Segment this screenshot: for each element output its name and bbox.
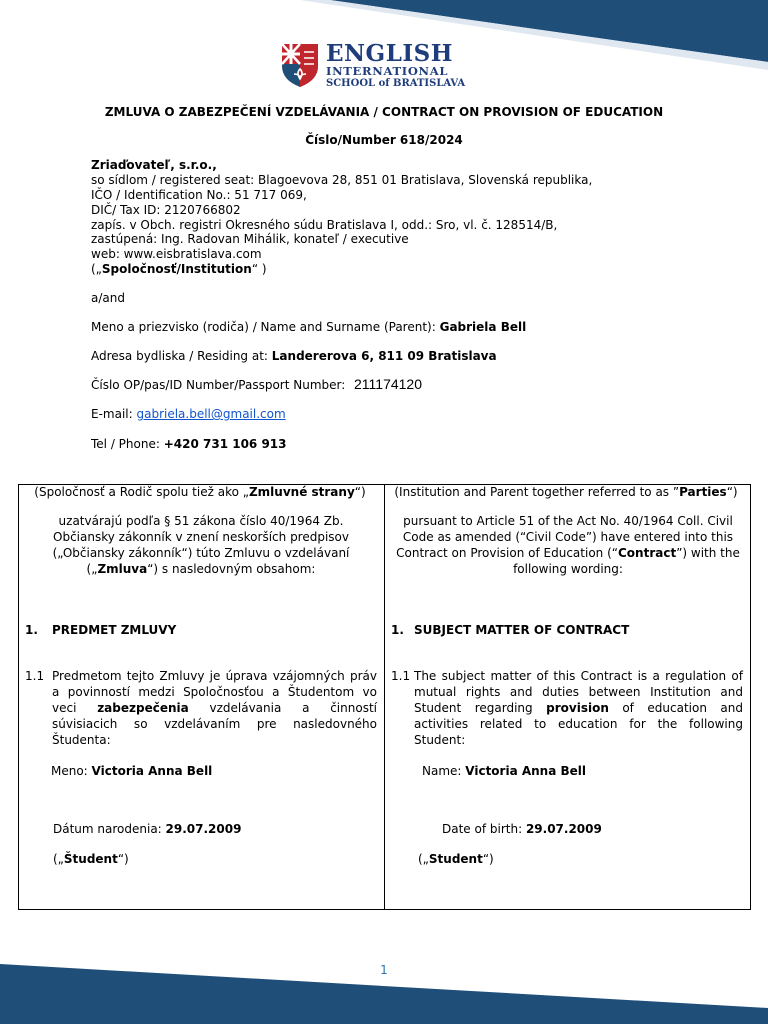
company-registry: zapís. v Obch. registri Okresného súdu Bratislava I, odd.: Sro, vl. č. 128514/B, <box>91 218 558 232</box>
right-intro-2: ”) with the following wording: <box>513 546 740 576</box>
right-student-bold: Student <box>428 852 483 866</box>
left-intro-2: “) s nasledovným obsahom: <box>147 562 316 576</box>
alias-close: “ ) <box>251 262 267 276</box>
left-parties-bold: Zmluvné strany <box>248 485 355 499</box>
right-name-label: Name: <box>422 764 466 778</box>
logo-line-school: SCHOOL of BRATISLAVA <box>326 77 466 89</box>
left-intro <box>30 513 372 577</box>
right-student-dob <box>442 821 602 837</box>
table-column-divider <box>384 484 385 910</box>
left-intro-1: uzatvárajú podľa § 51 zákona číslo 40/1964 Zb. Občiansky zákonník v znení neskorších predpisov („Občiansky zákonník“) túto Zmluvu o vzdelávaní („ <box>52 514 350 576</box>
crest-icon <box>280 42 320 88</box>
left-student-close: “) <box>117 852 129 866</box>
company-web: web: www.eisbratislava.com <box>91 247 262 261</box>
left-clause-2: vzdelávania a činností súvisiacich so vzdelávaním pre nasledovného Študenta: <box>52 701 377 747</box>
left-section-title: PREDMET ZMLUVY <box>52 623 177 637</box>
company-seat: so sídlom / registered seat: Blagoevova 28, 851 01 Bratislava, Slovenská republika, <box>91 173 593 187</box>
parent-name-value: Gabriela Bell <box>439 320 527 334</box>
parent-id-label: Číslo OP/pas/ID Number/Passport Number: <box>91 378 346 392</box>
left-dob-value: 29.07.2009 <box>165 822 242 836</box>
right-student-alias <box>418 851 494 867</box>
right-intro <box>390 513 746 577</box>
left-clause <box>52 668 377 748</box>
conjunction: a/and <box>91 291 125 305</box>
right-dob-value: 29.07.2009 <box>525 822 602 836</box>
company-name: Zriaďovateľ, s.r.o., <box>91 158 217 172</box>
left-student-bold: Študent <box>63 852 118 866</box>
parent-address-label: Adresa bydliska / Residing at: <box>91 349 272 363</box>
company-ico: IČO / Identification No.: 51 717 069, <box>91 188 307 202</box>
left-section-number: 1. <box>25 623 38 637</box>
left-name-value: Victoria Anna Bell <box>91 764 213 778</box>
left-clause-number: 1.1 <box>25 669 45 683</box>
parent-id-row <box>91 378 345 393</box>
right-student-name <box>422 763 586 779</box>
right-intro-bold: Contract <box>617 546 677 560</box>
page-number: 1 <box>380 963 388 977</box>
company-dic: DIČ/ Tax ID: 2120766802 <box>91 203 241 217</box>
right-parties <box>390 484 742 500</box>
company-alias <box>91 262 267 277</box>
right-parties-pre: (Institution and Parent together referred to as ” <box>394 485 680 499</box>
contract-number: Číslo/Number 618/2024 <box>305 133 463 147</box>
parent-id-value: 211174120 <box>354 376 422 392</box>
parent-phone-value: +420 731 106 913 <box>163 437 287 451</box>
left-parties-post: “) <box>354 485 366 499</box>
document-title: ZMLUVA O ZABEZPEČENÍ VZDELÁVANIA / CONTRACT ON PROVISION OF EDUCATION <box>104 105 664 119</box>
right-parties-post: “) <box>726 485 738 499</box>
left-dob-label: Dátum narodenia: <box>53 822 166 836</box>
left-parties-pre: (Spoločnosť a Rodič spolu tiež ako „ <box>34 485 249 499</box>
school-logo <box>280 42 465 89</box>
logo-line-international: INTERNATIONAL <box>326 64 449 78</box>
right-clause-bold: provision <box>546 701 609 715</box>
left-parties <box>24 484 376 500</box>
alias-bold: Spoločnosť/Institution <box>101 262 252 276</box>
right-parties-bold: Parties <box>679 485 727 499</box>
right-section-title: SUBJECT MATTER OF CONTRACT <box>414 623 630 637</box>
right-clause <box>414 668 743 748</box>
parent-email-link[interactable]: gabriela.bell@gmail.com <box>136 407 286 421</box>
left-clause-bold: zabezpečenia <box>97 701 189 715</box>
parent-phone-label: Tel / Phone: <box>91 437 164 451</box>
left-student-dob <box>53 821 241 837</box>
right-clause-2: of education and activities related to education for the following Student: <box>414 701 743 747</box>
parent-address-value: Landererova 6, 811 09 Bratislava <box>271 349 497 363</box>
parent-phone-row <box>91 437 287 452</box>
parent-email-row <box>91 407 286 422</box>
parent-address-row <box>91 349 497 364</box>
left-name-label: Meno: <box>51 764 92 778</box>
parent-name-label: Meno a priezvisko (rodiča) / Name and Surname (Parent): <box>91 320 440 334</box>
left-intro-bold: Zmluva <box>97 562 148 576</box>
company-representative: zastúpená: Ing. Radovan Mihálik, konateľ / executive <box>91 232 409 246</box>
right-dob-label: Date of birth: <box>442 822 526 836</box>
parent-email-label: E-mail: <box>91 407 137 421</box>
right-name-value: Victoria Anna Bell <box>465 764 587 778</box>
right-intro-1: pursuant to Article 51 of the Act No. 40/1964 Coll. Civil Code as amended (“Civil Code”) have entered into this Contract on Provision of Education (“ <box>396 514 734 560</box>
parent-name-row <box>91 320 526 335</box>
footer-decoration <box>0 964 768 1024</box>
right-section-number: 1. <box>391 623 404 637</box>
left-student-alias <box>53 851 129 867</box>
right-student-close: “) <box>482 852 494 866</box>
right-student-open: („ <box>418 852 429 866</box>
left-student-open: („ <box>53 852 64 866</box>
left-clause-1: Predmetom tejto Zmluvy je úprava vzájomných práv a povinností medzi Spoločnosťou a Študentom vo veci <box>52 669 377 715</box>
logo-line-english: ENGLISH <box>326 40 453 67</box>
left-student-name <box>51 763 212 779</box>
right-clause-number: 1.1 <box>391 669 411 683</box>
right-clause-1: The subject matter of this Contract is a regulation of mutual rights and duties between Institution and Student regarding <box>414 669 743 715</box>
alias-open: („ <box>91 262 102 276</box>
